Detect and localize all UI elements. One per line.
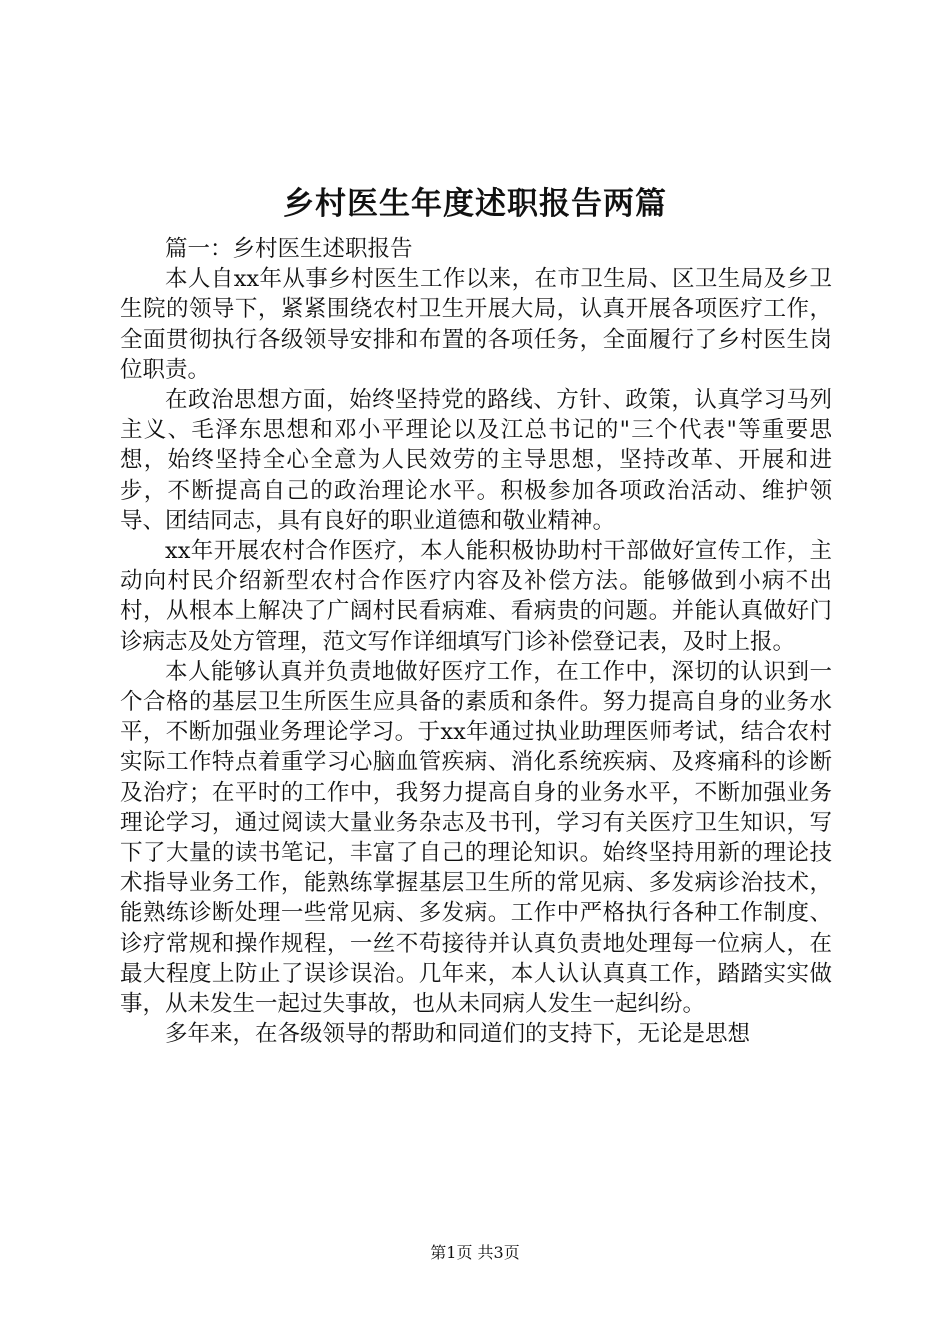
paragraph-closing: 多年来，在各级领导的帮助和同道们的支持下，无论是思想 <box>165 1021 751 1048</box>
section-heading: 篇一：乡村医生述职报告 <box>165 236 413 262</box>
document-title: 乡村医生年度述职报告两篇 <box>283 186 667 222</box>
document-body <box>120 234 832 1049</box>
page-footer: 第1页 共3页 <box>430 1243 520 1262</box>
paragraph-medical-work: 本人能够认真并负责地做好医疗工作，在工作中，深切的认识到一个合格的基层卫生所医生应具备的素质和条件。努力提高自身的业务水平，不断加强业务理论学习。于xx年通过执业助理医师考试，结合农村实际工作特点着重学习心脑血管疾病、消化系统疾病、及疼痛科的诊断及治疗；在平时的工作中，我努力提高自身的业务水平，不断加强业务理论学习，通过阅读大量业务杂志及书刊，学习有关医疗卫生知识，写下了大量的读书笔记，丰富了自己的理论知识。始终坚持用新的理论技术指导业务工作，能熟练掌握基层卫生所的常见病、多发病诊治技术，能熟练诊断处理一些常见病、多发病。工作中严格执行各种工作制度、诊疗常规和操作规程，一丝不苟接待并认真负责地处理每一位病人，在最大程度上防止了误诊误治。几年来，本人认认真真工作，踏踏实实做事，从未发生一起过失事故，也从未同病人发生一起纠纷。 <box>120 658 832 1018</box>
paragraph-political: 在政治思想方面，始终坚持党的路线、方针、政策，认真学习马列主义、毛泽东思想和邓小平理论以及江总书记的"三个代表"等重要思想，始终坚持全心全意为人民效劳的主导思想，坚持改革、开展和进步，不断提高自己的政治理论水平。积极参加各项政治活动、维护领导、团结同志，具有良好的职业道德和敬业精神。 <box>120 387 832 534</box>
paragraph-intro: 本人自xx年从事乡村医生工作以来，在市卫生局、区卫生局及乡卫生院的领导下，紧紧围绕农村卫生开展大局，认真开展各项医疗工作，全面贯彻执行各级领导安排和布置的各项任务，全面履行了乡村医生岗位职责。 <box>120 266 832 383</box>
paragraph-cooperative-medical: xx年开展农村合作医疗，本人能积极协助村干部做好宣传工作，主动向村民介绍新型农村合作医疗内容及补偿方法。能够做到小病不出村，从根本上解决了广阔村民看病难、看病贵的问题。并能认真做好门诊病志及处方管理，范文写作详细填写门诊补偿登记表，及时上报。 <box>120 538 832 655</box>
